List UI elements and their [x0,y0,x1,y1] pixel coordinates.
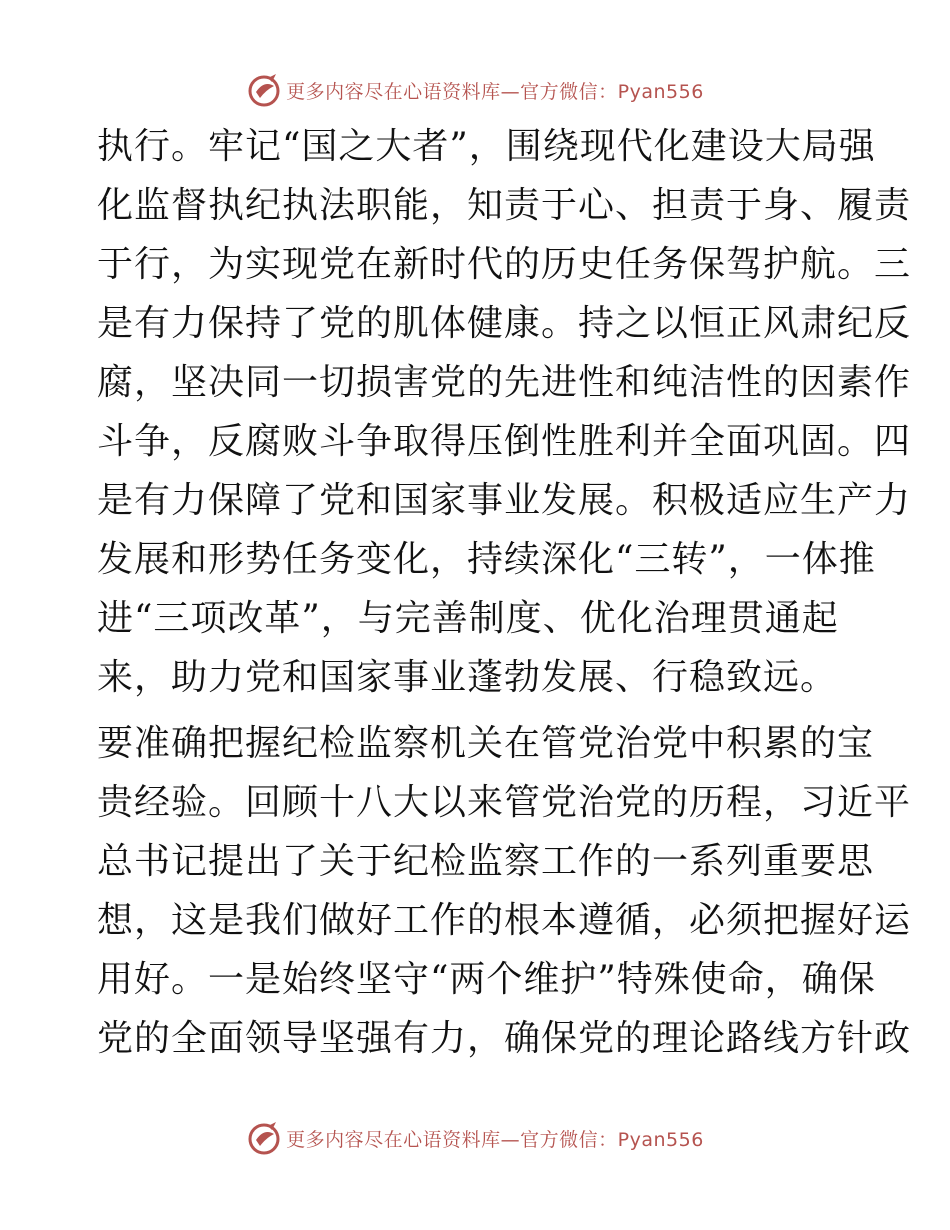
text-line: 化监督执纪执法职能，知责于心、担责于身、履责 [97,185,912,226]
text-line: 来，助力党和国家事业蓬勃发展、行稳致远。 [97,657,838,698]
text-line: 于行，为实现党在新时代的历史任务保驾护航。三 [97,244,912,285]
logo-icon [246,72,282,108]
watermark-text: 更多内容尽在心语资料库—官方微信：Pyan556 [286,80,704,103]
text-line: 进“三项改革”，与完善制度、优化治理贯通起 [97,598,839,639]
text-line: 党的全面领导坚强有力，确保党的理论路线方针政 [97,1018,912,1059]
text-line: 执行。牢记“国之大者”，围绕现代化建设大局强 [97,126,876,167]
text-line: 是有力保持了党的肌体健康。持之以恒正风肃纪反 [97,303,912,344]
text-line: 总书记提出了关于纪检监察工作的一系列重要思 [97,841,875,882]
watermark-text: 更多内容尽在心语资料库—官方微信：Pyan556 [286,1128,704,1151]
watermark-footer [0,1118,950,1158]
text-line: 想，这是我们做好工作的根本遵循，必须把握好运 [97,900,912,941]
logo-icon [246,1120,282,1156]
text-line: 腐，坚决同一切损害党的先进性和纯洁性的因素作 [97,362,912,403]
text-line: 是有力保障了党和国家事业发展。积极适应生产力 [97,480,912,521]
text-line: 要准确把握纪检监察机关在管党治党中积累的宝 [97,723,875,764]
text-line: 贵经验。回顾十八大以来管党治党的历程，习近平 [97,782,912,823]
paragraph [97,117,912,707]
document-body [97,117,912,1068]
paragraph [97,714,912,1068]
watermark-header [0,70,950,110]
text-line: 用好。一是始终坚守“两个维护”特殊使命，确保 [97,959,876,1000]
text-line: 发展和形势任务变化，持续深化“三转”，一体推 [97,539,876,580]
text-line: 斗争，反腐败斗争取得压倒性胜利并全面巩固。四 [97,421,912,462]
